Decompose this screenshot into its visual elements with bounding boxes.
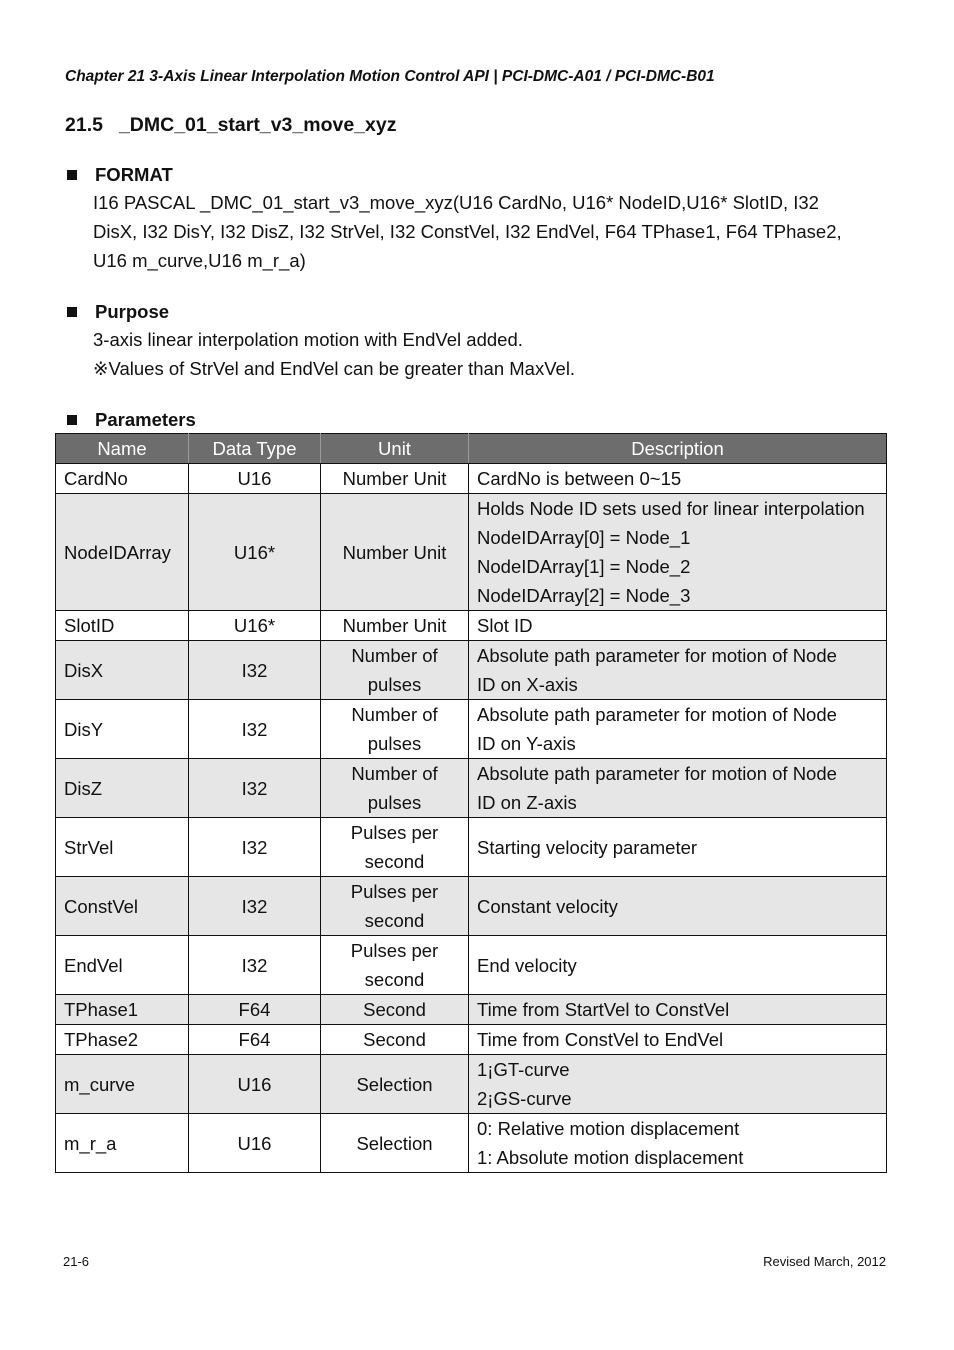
param-description-line: Starting velocity parameter: [477, 836, 698, 858]
param-name: StrVel: [56, 818, 189, 877]
param-unit-line: second: [364, 851, 425, 872]
param-unit: [321, 464, 469, 494]
param-unit-line: Number of: [351, 763, 438, 784]
param-description-line: Time from ConstVel to EndVel: [477, 1029, 724, 1050]
param-description-line: Holds Node ID sets used for linear interpolation: [477, 498, 865, 519]
param-unit-line: Selection: [356, 1132, 433, 1154]
purpose-line: ※Values of StrVel and EndVel can be greater than MaxVel.: [93, 358, 576, 379]
param-description: [469, 494, 887, 611]
format-block: [65, 162, 895, 275]
param-description-line: NodeIDArray[0] = Node_1: [477, 527, 691, 548]
parameters-heading: [65, 407, 895, 433]
table-row: [56, 1114, 887, 1173]
table-row: [56, 494, 887, 611]
param-unit: [321, 759, 469, 818]
param-description: [469, 1114, 887, 1173]
param-description-line: NodeIDArray[2] = Node_3: [477, 585, 691, 606]
param-description: [469, 995, 887, 1025]
param-name: DisX: [56, 641, 189, 700]
param-description-line: ID on X-axis: [477, 674, 578, 695]
param-unit-line: pulses: [367, 733, 422, 754]
param-unit-line: Number Unit: [342, 615, 447, 636]
param-description-line: 2¡GS-curve: [477, 1088, 572, 1109]
param-name: SlotID: [56, 611, 189, 641]
param-description: [469, 464, 887, 494]
param-unit-line: Pulses per: [350, 881, 439, 902]
param-unit: [321, 936, 469, 995]
param-data-type: I32: [189, 700, 321, 759]
param-data-type: I32: [189, 877, 321, 936]
square-bullet-icon: [67, 307, 77, 317]
param-description: [469, 936, 887, 995]
param-data-type: U16*: [189, 494, 321, 611]
table-row: [56, 700, 887, 759]
table-header-row: [56, 434, 887, 464]
param-description-line: End velocity: [477, 954, 577, 976]
param-description: [469, 611, 887, 641]
param-unit-line: Number Unit: [342, 468, 447, 489]
param-description: [469, 877, 887, 936]
page-number: 21-6: [63, 1254, 90, 1269]
param-name: m_r_a: [56, 1114, 189, 1173]
param-data-type: F64: [189, 1025, 321, 1055]
table-row: [56, 1025, 887, 1055]
param-description-line: 0: Relative motion displacement: [477, 1118, 740, 1139]
param-unit-line: Number of: [351, 645, 438, 666]
purpose-heading-label: Purpose: [95, 301, 170, 322]
revision-date: Revised March, 2012: [763, 1254, 886, 1269]
table-row: [56, 759, 887, 818]
param-name: EndVel: [56, 936, 189, 995]
table-row: [56, 1055, 887, 1114]
param-description: [469, 759, 887, 818]
param-data-type: U16: [189, 1114, 321, 1173]
param-name: TPhase1: [56, 995, 189, 1025]
table-row: [56, 877, 887, 936]
param-unit: [321, 818, 469, 877]
param-name: m_curve: [56, 1055, 189, 1114]
square-bullet-icon: [67, 415, 77, 425]
param-name: NodeIDArray: [56, 494, 189, 611]
section-title: [65, 114, 396, 137]
purpose-heading: [65, 299, 895, 325]
param-description-line: 1: Absolute motion displacement: [477, 1147, 744, 1168]
param-unit: [321, 1055, 469, 1114]
param-unit: [321, 641, 469, 700]
param-unit-line: Pulses per: [350, 940, 439, 961]
column-header-description: Description: [469, 434, 887, 464]
param-unit: [321, 877, 469, 936]
param-data-type: I32: [189, 818, 321, 877]
param-description-line: ID on Y-axis: [477, 733, 576, 754]
parameters-table-body: [56, 464, 887, 1173]
param-unit-line: pulses: [367, 792, 422, 813]
param-unit-line: Second: [363, 999, 426, 1020]
parameters-table: [55, 433, 887, 1173]
format-heading: [65, 162, 895, 188]
format-signature: [93, 188, 895, 275]
format-line: I16 PASCAL _DMC_01_start_v3_move_xyz(U16 CardNo, U16* NodeID,U16* SlotID, I32: [93, 192, 819, 213]
param-description-line: Absolute path parameter for motion of Node: [477, 763, 837, 784]
param-description-line: CardNo is between 0~15: [477, 468, 682, 489]
param-description-line: Slot ID: [477, 615, 533, 636]
column-header-data-type: Data Type: [189, 434, 321, 464]
purpose-line: 3-axis linear interpolation motion with EndVel added.: [93, 329, 523, 350]
table-row: [56, 818, 887, 877]
param-data-type: U16: [189, 464, 321, 494]
param-name: CardNo: [56, 464, 189, 494]
table-row: [56, 464, 887, 494]
purpose-block: [65, 299, 895, 383]
table-row: [56, 936, 887, 995]
param-description: [469, 700, 887, 759]
parameters-block: [65, 407, 895, 433]
column-header-unit: Unit: [321, 434, 469, 464]
parameters-heading-label: Parameters: [95, 409, 196, 430]
param-name: TPhase2: [56, 1025, 189, 1055]
param-description: [469, 641, 887, 700]
param-unit: [321, 611, 469, 641]
param-description-line: 1¡GT-curve: [477, 1059, 570, 1080]
param-unit-line: Second: [363, 1029, 426, 1050]
param-unit-line: second: [364, 969, 425, 990]
param-unit-line: second: [364, 910, 425, 931]
format-heading-label: FORMAT: [95, 164, 173, 185]
param-name: DisZ: [56, 759, 189, 818]
table-row: [56, 995, 887, 1025]
param-data-type: U16*: [189, 611, 321, 641]
chapter-header: Chapter 21 3-Axis Linear Interpolation Motion Control API | PCI-DMC-A01 / PCI-DMC-B01: [65, 68, 715, 85]
param-description-line: Absolute path parameter for motion of Node: [477, 704, 837, 725]
column-header-name: Name: [56, 434, 189, 464]
param-unit-line: Number Unit: [342, 541, 447, 563]
param-data-type: I32: [189, 759, 321, 818]
param-description-line: Constant velocity: [477, 895, 618, 917]
param-data-type: U16: [189, 1055, 321, 1114]
param-unit: [321, 494, 469, 611]
param-data-type: I32: [189, 936, 321, 995]
param-description-line: NodeIDArray[1] = Node_2: [477, 556, 691, 577]
param-unit: [321, 700, 469, 759]
param-data-type: I32: [189, 641, 321, 700]
section-number: 21.5: [65, 114, 103, 136]
square-bullet-icon: [67, 170, 77, 180]
purpose-text: [93, 325, 895, 383]
param-unit: [321, 1114, 469, 1173]
param-name: ConstVel: [56, 877, 189, 936]
param-unit-line: Number of: [351, 704, 438, 725]
param-unit-line: Pulses per: [350, 822, 439, 843]
table-row: [56, 641, 887, 700]
param-unit-line: pulses: [367, 674, 422, 695]
param-description-line: Absolute path parameter for motion of Node: [477, 645, 837, 666]
param-unit: [321, 1025, 469, 1055]
section-function-name: _DMC_01_start_v3_move_xyz: [118, 114, 397, 136]
param-description: [469, 1025, 887, 1055]
table-row: [56, 611, 887, 641]
format-line: U16 m_curve,U16 m_r_a): [93, 250, 306, 271]
param-name: DisY: [56, 700, 189, 759]
param-description-line: Time from StartVel to ConstVel: [477, 999, 730, 1020]
param-unit: [321, 995, 469, 1025]
format-line: DisX, I32 DisY, I32 DisZ, I32 StrVel, I32 ConstVel, I32 EndVel, F64 TPhase1, F64 TPhase2,: [93, 221, 842, 242]
param-description: [469, 1055, 887, 1114]
param-unit-line: Selection: [356, 1073, 433, 1095]
param-description-line: ID on Z-axis: [477, 792, 577, 813]
param-description: [469, 818, 887, 877]
param-data-type: F64: [189, 995, 321, 1025]
